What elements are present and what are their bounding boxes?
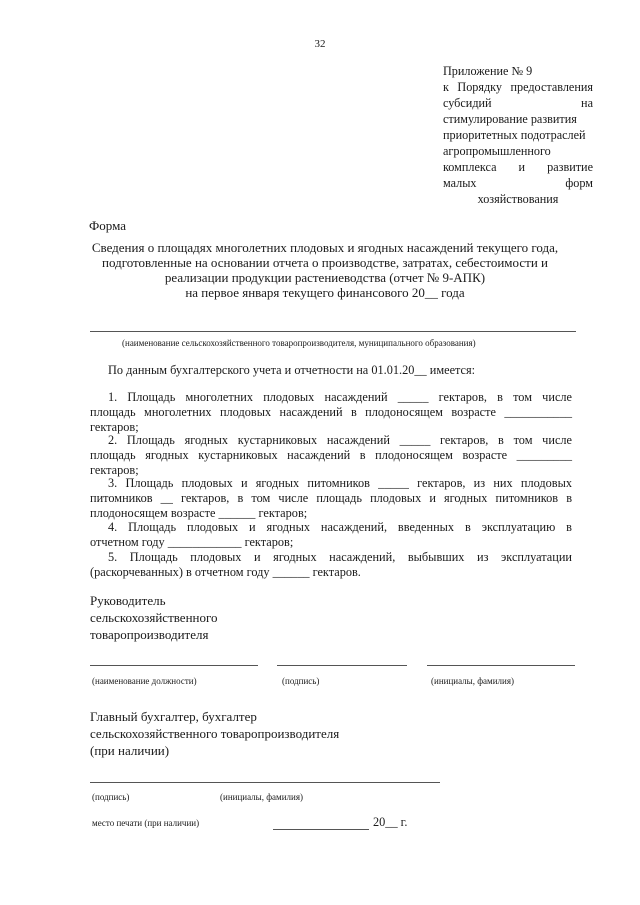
accountant-signature-line[interactable] [90, 782, 440, 783]
head-line: товаропроизводителя [90, 627, 209, 642]
form-label: Форма [89, 218, 126, 233]
appendix-line: комплекса и развитие [443, 160, 593, 174]
appendix-line: агропромышленного [443, 144, 551, 158]
page-number: 32 [314, 38, 326, 50]
item-line: гектаров; [90, 463, 139, 477]
stamp-label: место печати (при наличии) [92, 818, 200, 828]
item-3 [90, 476, 572, 521]
head-line: сельскохозяйственного [90, 610, 218, 625]
appendix-line: субсидий на [443, 96, 593, 110]
date-year: 20__ г. [373, 815, 408, 829]
appendix-line: к Порядку предоставления [443, 80, 593, 94]
item-line: площадь многолетних плодовых насаждений в плодоносящем возрасте ___________ [90, 405, 572, 419]
item-line: 4. Площадь плодовых и ягодных насаждений, введенных в эксплуатацию в [108, 520, 572, 534]
item-2 [90, 433, 572, 478]
title-line: реализации продукции растениеводства (отчет № 9-АПК) [164, 270, 486, 285]
item-line: гектаров; [90, 420, 139, 434]
item-1 [90, 390, 572, 435]
accountant-block [90, 708, 339, 759]
intro-text: По данным бухгалтерского учета и отчетности на 01.01.20__ имеется: [108, 363, 476, 377]
head-position-line[interactable] [90, 665, 258, 666]
accountant-line: (при наличии) [90, 743, 170, 758]
appendix-line: стимулирование развития [443, 112, 577, 126]
accountant-line: Главный бухгалтер, бухгалтер [90, 709, 257, 724]
title-line: подготовленные на основании отчета о производстве, затратах, себестоимости и [102, 255, 548, 270]
head-initials-line[interactable] [427, 665, 575, 666]
item-line: 1. Площадь многолетних плодовых насаждений _____ гектаров, в том числе [108, 390, 572, 404]
item-4 [90, 520, 572, 550]
producer-name-line[interactable] [90, 331, 576, 332]
head-initials-caption: (инициалы, фамилия) [431, 676, 514, 686]
item-line: 2. Площадь ягодных кустарниковых насаждений _____ гектаров, в том числе [108, 433, 572, 447]
head-signature-caption: (подпись) [282, 676, 320, 686]
item-line: 3. Площадь плодовых и ягодных питомников _____ гектаров, из них плодовых [108, 476, 572, 490]
head-line: Руководитель [90, 593, 166, 608]
title-line: Сведения о площадях многолетних плодовых и ягодных насаждений текущего года, [91, 240, 559, 255]
item-line: площадь ягодных кустарниковых насаждений в плодоносящем возрасте _________ [90, 448, 572, 462]
producer-caption: (наименование сельскохозяйственного товаропроизводителя, муниципального образования) [122, 338, 476, 348]
item-line: отчетном году ____________ гектаров; [90, 535, 294, 549]
appendix-line: хозяйствования [477, 192, 559, 206]
accountant-initials-caption: (инициалы, фамилия) [220, 792, 303, 802]
title-line: на первое января текущего финансового 20__ года [185, 285, 465, 300]
date-line[interactable] [273, 829, 369, 830]
item-5 [90, 550, 572, 580]
appendix-line: малых форм [443, 176, 593, 190]
accountant-signature-caption: (подпись) [92, 792, 130, 802]
head-signature-line[interactable] [277, 665, 407, 666]
appendix-block [443, 63, 593, 207]
item-line: (раскорчеванных) в отчетном году ______ гектаров. [90, 565, 361, 579]
appendix-line: Приложение № 9 [443, 64, 533, 78]
document-title [60, 240, 590, 300]
head-position-caption: (наименование должности) [92, 676, 197, 686]
item-line: питомников __ гектаров, в том числе площадь плодовых и ягодных питомников в [90, 491, 572, 505]
accountant-line: сельскохозяйственного товаропроизводителя [90, 726, 340, 741]
head-block [90, 592, 218, 643]
appendix-line: приоритетных подотраслей [443, 128, 586, 142]
item-line: плодоносящем возрасте ______ гектаров; [90, 506, 308, 520]
item-line: 5. Площадь плодовых и ягодных насаждений, выбывших из эксплуатации [108, 550, 572, 564]
